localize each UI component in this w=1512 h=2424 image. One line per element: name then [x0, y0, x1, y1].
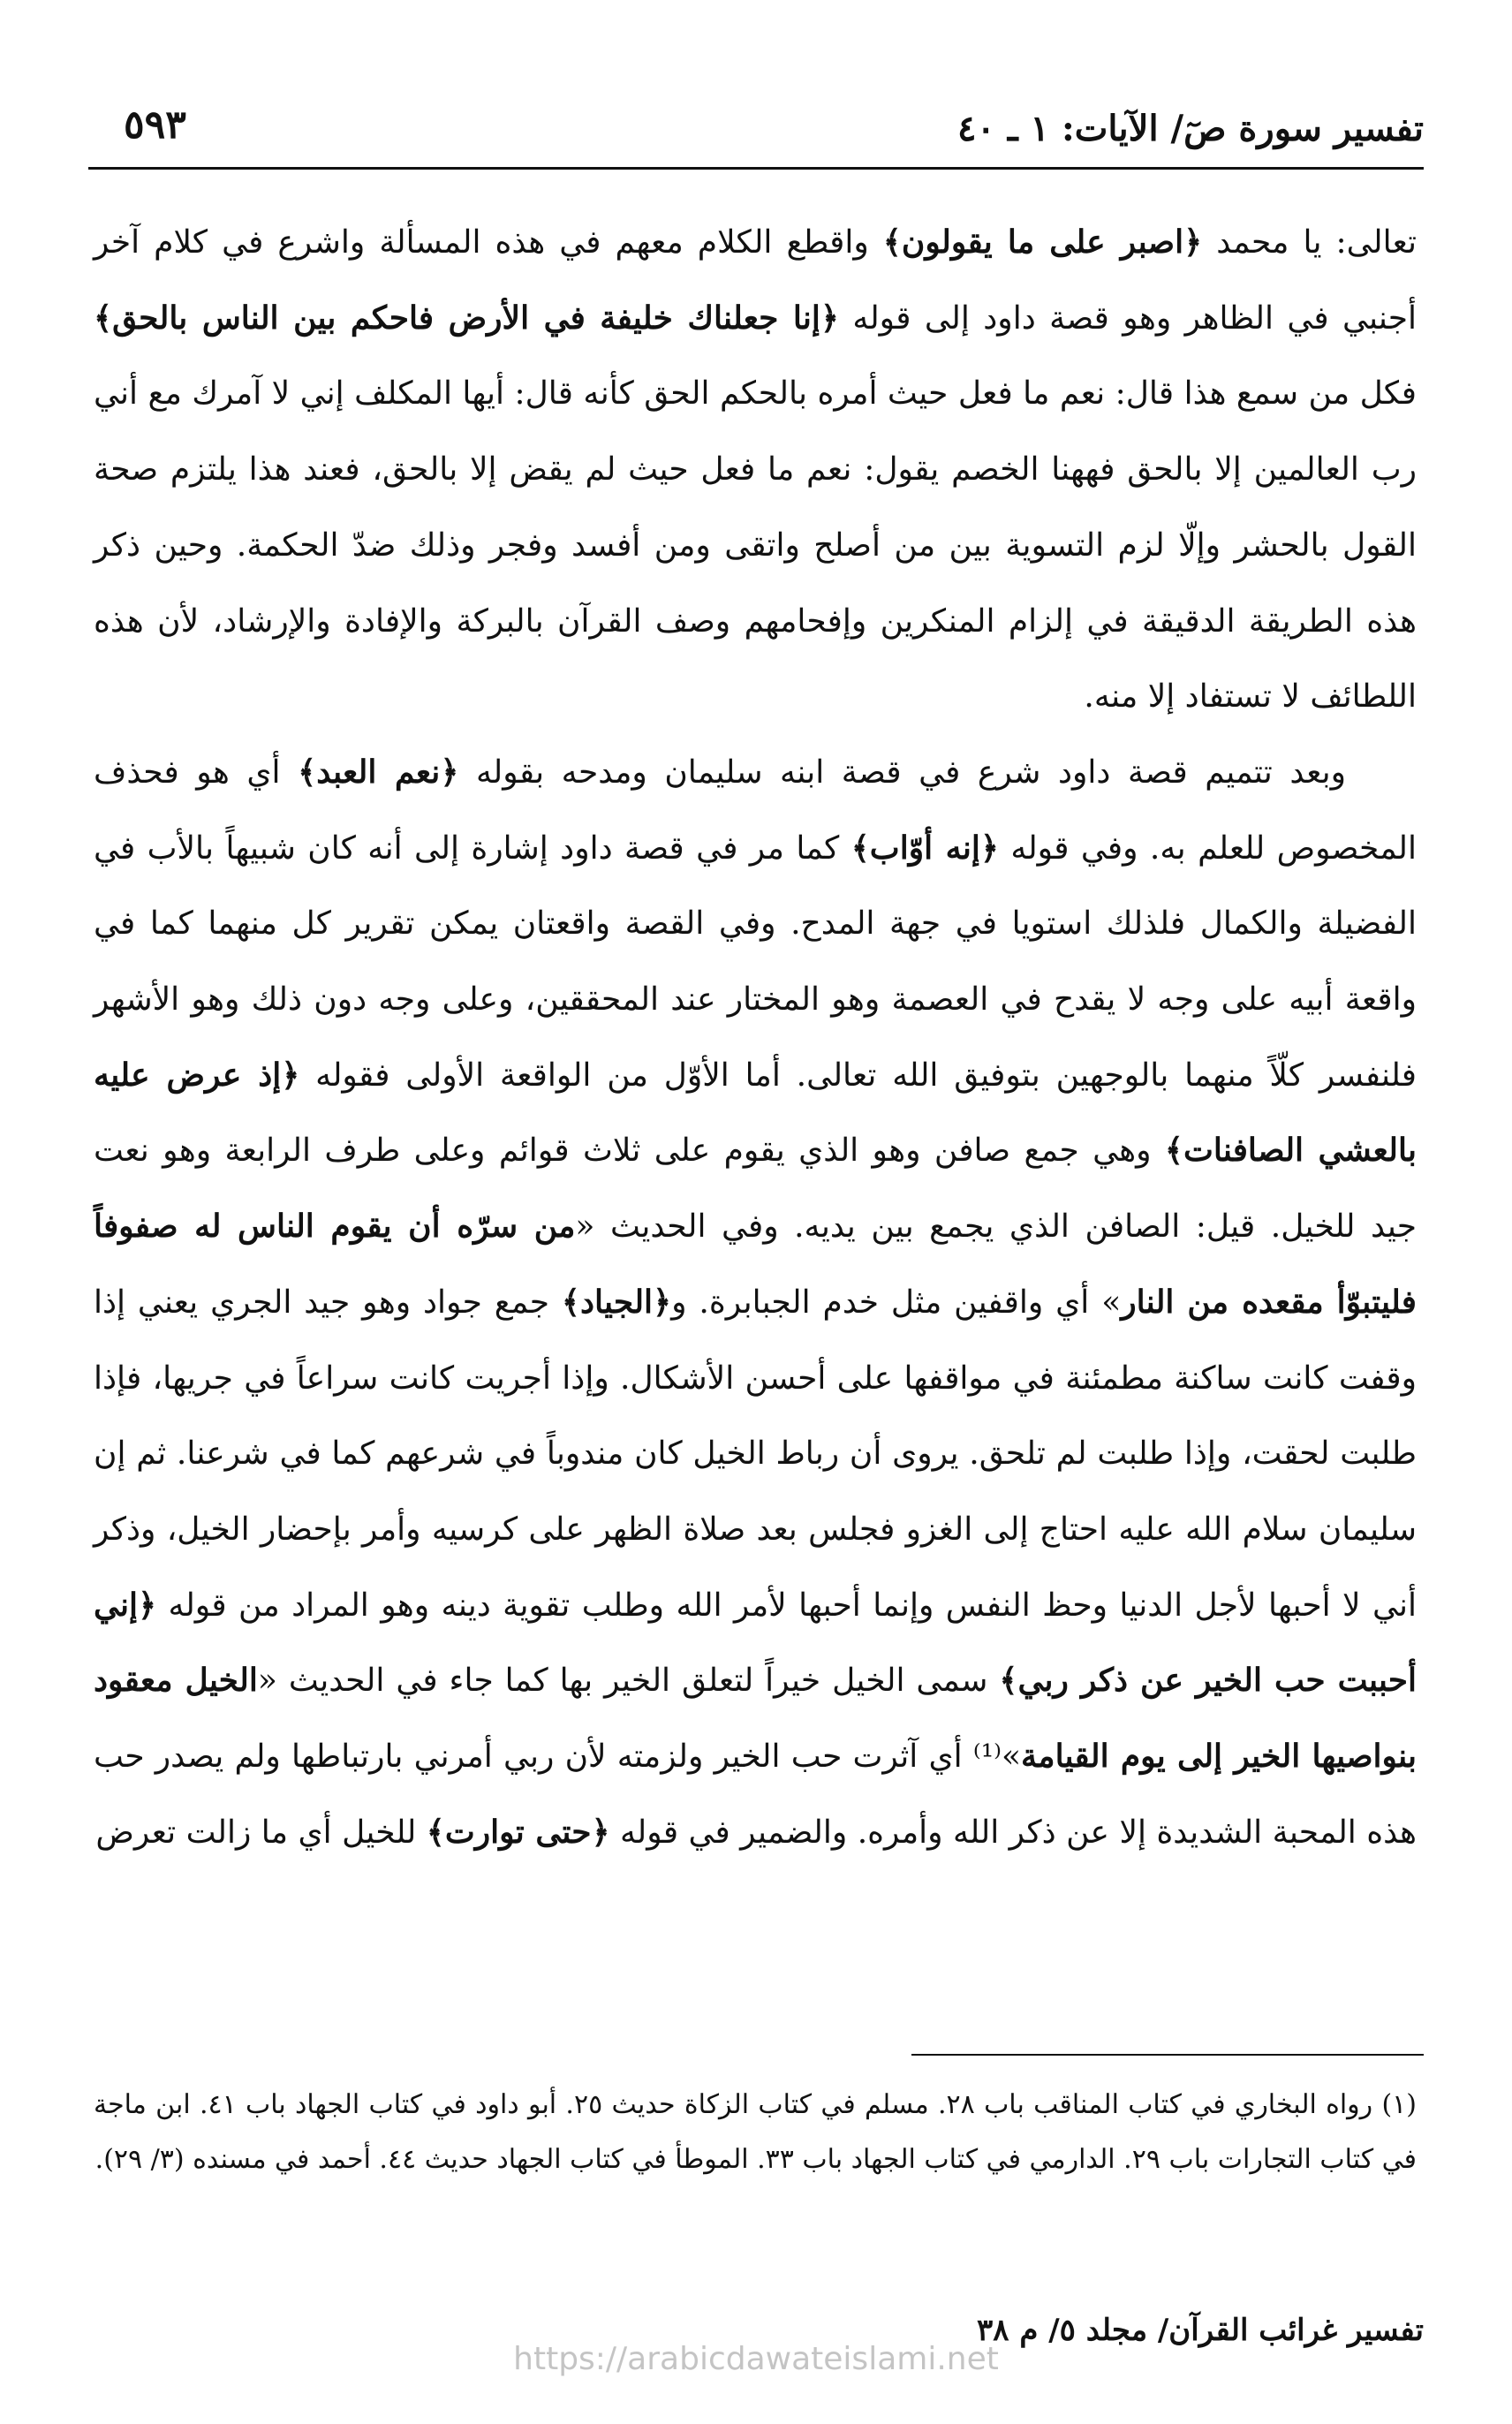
body-text-run: كما مر في قصة داود إشارة إلى أنه كان شبيهاً بالأب في الفضيلة والكمال فلذلك استويا في جهة المدح. وفي القصة واقعتان يمكن تقرير كل منهما كما في واقعة أبيه على وجه لا يقدح في العصمة وهو المختار عند المحققين، وعلى وجه دون ذلك وهو الأشهر فلنفسر كلّاً منهما بالوجهين بتوفيق الله تعالى. أما الأوّل من الواقعة الأولى فقوله — [94, 829, 1418, 1094]
body-text-run: واقطع الكلام معهم في هذه المسألة واشرع في كلام آخر أجنبي في الظاهر وهو قصة داود إلى قوله — [94, 224, 1418, 337]
footnote-text: (١) رواه البخاري في كتاب المناقب باب ٢٨. مسلم في كتاب الزكاة حديث ٢٥. أبو داود في كتاب الجهاد باب ٤١. ابن ماجة في كتاب التجارات باب ٢٩. الدارمي في كتاب الجهاد باب ٣٣. الموطأ في كتاب الجهاد حديث ٤٤. أحمد في مسنده (٣/ ٢٩). — [94, 2089, 1417, 2175]
body-text-run: سمى الخيل خيراً لتعلق الخير بها كما جاء في الحديث « — [257, 1663, 1000, 1700]
body-text-run: وبعد تتميم قصة داود شرع في قصة ابنه سليمان ومدحه بقوله — [458, 754, 1346, 791]
footer-signature: تفسير غرائب القرآن/ مجلد ٥/ م ٣٨ — [976, 2313, 1424, 2348]
header-rule — [88, 167, 1424, 170]
body-text-run: أي هو فحذف المخصوص للعلم به. وفي قوله — [94, 754, 1417, 867]
emphasized-text: ﴿اصبر على ما يقولون﴾ — [882, 223, 1203, 261]
body-text-run: للخيل أي ما زالت تعرض — [95, 1814, 427, 1851]
paragraph — [94, 205, 1417, 735]
running-header — [88, 99, 1424, 170]
emphasized-text: ﴿إني أحببت حب الخير عن ذكر ربي﴾ — [94, 1586, 1418, 1700]
main-body-text — [94, 205, 1417, 2007]
body-text-run: تعالى: يا محمد — [1202, 224, 1417, 261]
emphasized-text: ﴿حتى توارت﴾ — [426, 1813, 610, 1851]
emphasized-text: الخيل معقود بنواصيها الخير إلى يوم القيامة — [94, 1662, 1418, 1776]
running-footer — [88, 2313, 1424, 2377]
header-title: تفسير سورة صٓ/ الآيات: ١ ـ ٤٠ — [956, 108, 1424, 149]
emphasized-text: من سرّه أن يقوم الناس له صفوفاً فليتبوّأ مقعده من النار — [94, 1208, 1417, 1321]
emphasized-text: ﴿الجياد﴾ — [561, 1283, 672, 1321]
emphasized-text: ﴿إذ عرض عليه بالعشي الصافنات﴾ — [94, 1056, 1417, 1170]
watermark-url: https://arabicdawateislami.net — [513, 2341, 999, 2377]
body-text-run: » أي واقفين مثل خدم الجبابرة. و — [671, 1284, 1122, 1321]
body-text-run: »⁽¹⁾ أي آثرت حب الخير ولزمته لأن ربي أمرني بارتباطها ولم يصدر حب هذه المحبة الشديدة إلا عن ذكر الله وأمره. والضمير في قوله — [94, 1738, 1417, 1851]
emphasized-text: ﴿إنا جعلناك خليفة في الأرض فاحكم بين الناس بالحق﴾ — [94, 299, 839, 337]
emphasized-text: ﴿نعم العبد﴾ — [298, 753, 459, 791]
body-text-run: وهي جمع صافن وهو الذي يقوم على ثلاث قوائم وعلى طرف الرابعة وهو نعت جيد للخيل. قيل: الصافن الذي يجمع بين يديه. وفي الحديث « — [94, 1132, 1417, 1246]
emphasized-text: ﴿إنه أوّاب﴾ — [850, 829, 999, 867]
page-number: ٥٩٣ — [124, 102, 186, 148]
paragraph — [94, 735, 1417, 1871]
footnote-rule — [911, 2054, 1424, 2056]
body-text-run: فكل من سمع هذا قال: نعم ما فعل حيث أمره بالحكم الحق كأنه قال: أيها المكلف إني لا آمرك مع أني رب العالمين إلا بالحق فههنا الخصم يقول: نعم ما فعل حيث لم يقض إلا بالحق، فعند هذا يلتزم صحة القول بالحشر وإلّا لزم التسوية بين من أصلح واتقى ومن أفسد وفجر وذلك ضدّ الحكمة. وحين ذكر هذه الطريقة الدقيقة في إلزام المنكرين وإفحامهم وصف القرآن بالبركة والإفادة والإرشاد، لأن هذه اللطائف لا تستفاد إلا منه. — [94, 375, 1417, 716]
body-text-run: جمع جواد وهو جيد الجري يعني إذا وقفت كانت ساكنة مطمئنة في مواقفها على أحسن الأشكال. وإذا أجريت كانت سراعاً في جريها، فإذا طلبت لحقت، وإذا طلبت لم تلحق. يروى أن رباط الخيل كان مندوباً في شرعهم كما في شرعنا. ثم إن سليمان سلام الله عليه احتاج إلى الغزو فجلس بعد صلاة الظهر على كرسيه وأمر بإحضار الخيل، وذكر أني لا أحبها لأجل الدنيا وحظ النفس وإنما أحبها لأمر الله وطلب تقوية دينه وهو المراد من قوله — [94, 1284, 1417, 1624]
